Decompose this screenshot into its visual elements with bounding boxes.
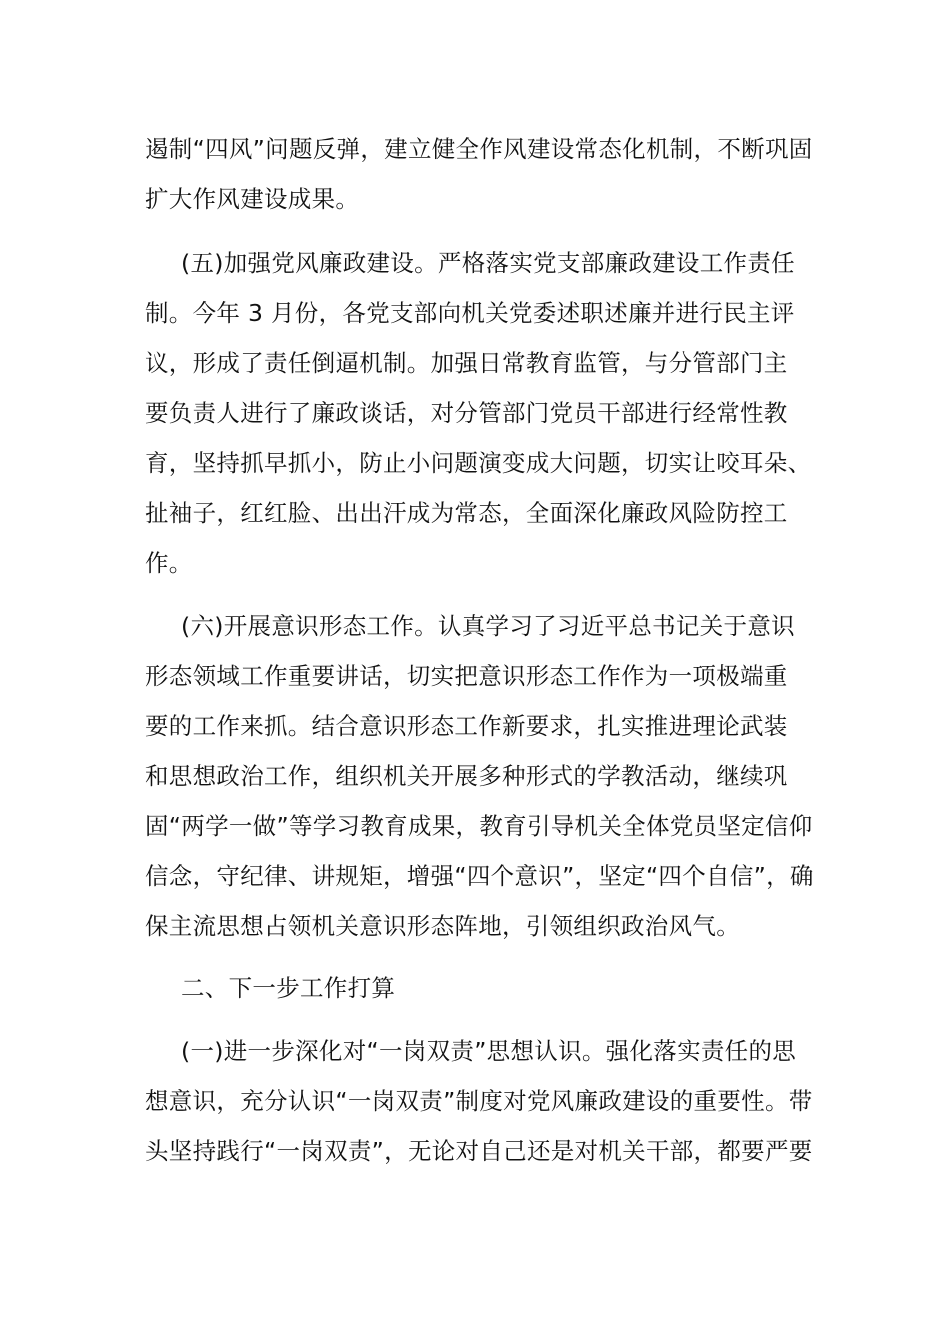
text-line: 保主流思想占领机关意识形态阵地，引领组织政治风气。	[145, 912, 740, 940]
text-line: 头坚持践行“一岗双责”，无论对自己还是对机关干部，都要严要	[145, 1137, 813, 1165]
text-line: 和思想政治工作，组织机关开展多种形式的学教活动，继续巩	[145, 762, 788, 790]
text-line: 制。今年 3 月份，各党支部向机关党委述职述廉并进行民主评	[145, 299, 795, 327]
chapter-heading: 二、下一步工作打算	[181, 974, 396, 1002]
text-line: 遏制“四风”问题反弹，建立健全作风建设常态化机制，不断巩固	[145, 135, 813, 163]
text-line: 扯袖子，红红脸、出出汗成为常态，全面深化廉政风险防控工	[145, 499, 788, 527]
text-line: 想意识，充分认识“一岗双责”制度对党风廉政建设的重要性。带	[145, 1087, 813, 1115]
text-line: 扩大作风建设成果。	[145, 185, 360, 213]
section-heading-1: (一)进一步深化对“一岗双责”思想认识。强化落实责任的思	[181, 1037, 797, 1065]
text-line: 作。	[145, 549, 193, 577]
text-line: 固“两学一做”等学习教育成果，教育引导机关全体党员坚定信仰	[145, 812, 813, 840]
text-line: 育，坚持抓早抓小，防止小问题演变成大问题，切实让咬耳朵、	[145, 449, 812, 477]
text-line: 要的工作来抓。结合意识形态工作新要求，扎实推进理论武装	[145, 712, 788, 740]
section-heading-6: (六)开展意识形态工作。认真学习了习近平总书记关于意识	[181, 612, 795, 640]
text-line: 要负责人进行了廉政谈话，对分管部门党员干部进行经常性教	[145, 399, 788, 427]
text-line: 议，形成了责任倒逼机制。加强日常教育监管，与分管部门主	[145, 349, 788, 377]
section-heading-5: (五)加强党风廉政建设。严格落实党支部廉政建设工作责任	[181, 249, 795, 277]
text-line: 信念，守纪律、讲规矩，增强“四个意识”，坚定“四个自信”，确	[145, 862, 814, 890]
text-line: 形态领域工作重要讲话，切实把意识形态工作作为一项极端重	[145, 662, 788, 690]
